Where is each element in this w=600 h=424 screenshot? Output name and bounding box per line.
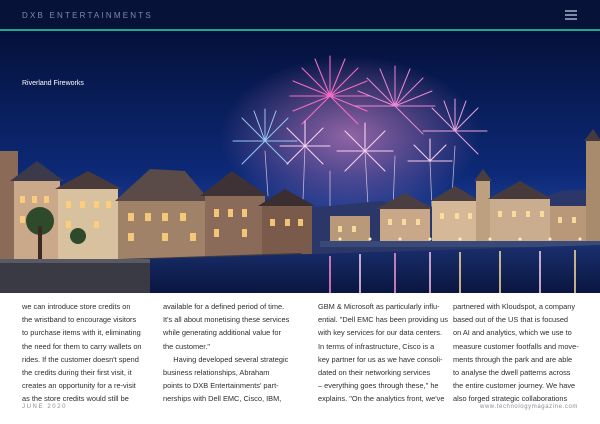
article-line: to purchase items with it, eliminating <box>22 328 141 338</box>
article-line: explains. "On the analytics front, we've <box>318 394 445 404</box>
article-line: nerships with Dell EMC, Cisco, IBM, <box>163 394 282 404</box>
article-line: also forged strategic collaborations <box>453 394 568 404</box>
footer-website-link[interactable]: www.technologymagazine.com <box>480 404 578 410</box>
hamburger-menu-icon[interactable] <box>565 10 577 20</box>
footer-date: JUNE 2020 <box>22 404 68 410</box>
article-line: partnered with Kloudspot, a company <box>453 302 576 311</box>
article-line: the need for them to carry wallets on <box>22 341 142 351</box>
article-line: ments through the park and are able <box>453 354 573 364</box>
article-line: points to DXB Entertainments' part- <box>163 381 279 391</box>
header-bar <box>0 0 600 30</box>
article-line: based out of the US that is focused <box>453 315 569 325</box>
article-line: rides. If the customer doesn't spend <box>22 354 139 364</box>
article-line: GBM & Microsoft as particularly influ- <box>318 302 440 311</box>
article-line: Having developed several strategic <box>163 354 289 364</box>
article-line: to analyse the dwell patterns across <box>453 368 571 378</box>
article-line: as the store credits would still be <box>22 394 129 404</box>
article-line: we can introduce store credits on <box>22 302 131 311</box>
article-column-4 <box>453 300 578 406</box>
brand-title[interactable]: DXB ENTERTAINMENTS <box>22 11 153 20</box>
hero-photo <box>0 31 600 293</box>
article-line: available for a defined period of time. <box>163 302 285 311</box>
article-line: – everything goes through these," he <box>318 381 439 391</box>
article-line: the wristband to encourage visitors <box>22 315 137 325</box>
article-column-2 <box>163 300 288 406</box>
article-line: ential. "Dell EMC has been providing us <box>318 315 448 325</box>
article-line: key partner for us as we have consoli- <box>318 354 443 364</box>
article-line: dated on their networking services <box>318 368 431 378</box>
article-line: It's all about monetising these services <box>163 315 290 325</box>
article-body <box>0 300 600 404</box>
article-line: the credits during their first visit, it <box>22 368 132 378</box>
riverland-fireworks-illustration <box>0 31 600 293</box>
photo-caption: Riverland Fireworks <box>22 80 84 87</box>
article-line: on AI and analytics, which we use to <box>453 328 572 338</box>
article-line: with key services for our data centers. <box>318 328 443 338</box>
article-line: creates an opportunity for a re-visit <box>22 381 136 391</box>
article-line: the customer." <box>163 341 210 351</box>
article-column-3 <box>318 300 448 406</box>
article-line: while generating additional value for <box>163 328 281 338</box>
article-line: measure customer footfalls and move- <box>453 341 579 351</box>
article-column-1 <box>22 300 147 406</box>
article-line: the entire customer journey. We have <box>453 381 576 391</box>
article-line: In terms of infrastructure, Cisco is a <box>318 341 435 351</box>
article-line: business relationships, Abraham <box>163 368 270 378</box>
